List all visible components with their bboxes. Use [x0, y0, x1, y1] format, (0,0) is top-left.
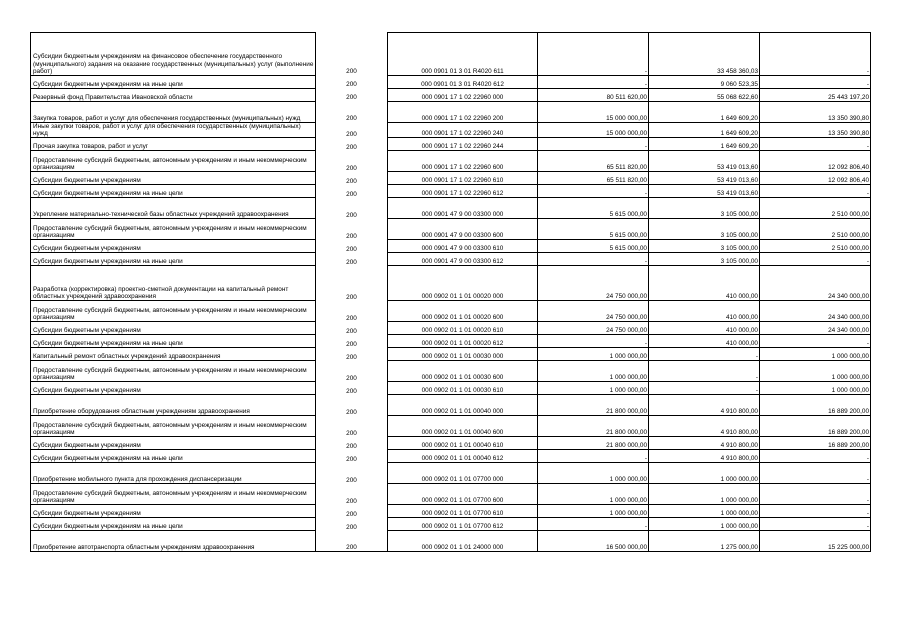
- row-executed-amount: 33 458 360,03: [649, 33, 760, 76]
- row-approved-amount: 5 615 000,00: [538, 240, 649, 253]
- row-description: Приобретение мобильного пункта для прохождения диспансеризации: [31, 463, 316, 484]
- row-budget-code: 000 0901 01 3 01 R4020 612: [388, 76, 538, 89]
- row-executed-amount: 1 000 000,00: [649, 505, 760, 518]
- row-remaining-amount: -: [760, 253, 871, 266]
- row-executed-amount: -: [649, 361, 760, 382]
- row-budget-code: 000 0902 01 1 01 00040 000: [388, 395, 538, 416]
- row-admin-code: 200: [316, 518, 388, 531]
- row-budget-code: 000 0901 17 1 02 22960 610: [388, 172, 538, 185]
- row-executed-amount: 3 105 000,00: [649, 253, 760, 266]
- row-approved-amount: -: [538, 76, 649, 89]
- row-approved-amount: -: [538, 138, 649, 151]
- row-executed-amount: 4 910 800,00: [649, 395, 760, 416]
- row-approved-amount: 5 615 000,00: [538, 219, 649, 240]
- row-remaining-amount: 24 340 000,00: [760, 301, 871, 322]
- row-description: Предоставление субсидий бюджетным, автономным учреждениям и иным некоммерческим организациям: [31, 301, 316, 322]
- row-description: Иные закупки товаров, работ и услуг для обеспечения государственных (муниципальных) нужд: [31, 123, 316, 138]
- row-description: Субсидии бюджетным учреждениям на финансовое обеспечение государственного (муниципального) задания на оказание государственных (муниципальных) услуг (выполнение работ): [31, 33, 316, 76]
- row-description: Субсидии бюджетным учреждениям: [31, 240, 316, 253]
- row-remaining-amount: -: [760, 138, 871, 151]
- row-admin-code: 200: [316, 33, 388, 76]
- table-row: [31, 395, 871, 416]
- table-row: [31, 505, 871, 518]
- row-description: Предоставление субсидий бюджетным, автономным учреждениям и иным некоммерческим организациям: [31, 151, 316, 172]
- row-budget-code: 000 0901 47 9 00 03300 600: [388, 219, 538, 240]
- table-row: [31, 348, 871, 361]
- row-remaining-amount: 12 092 806,40: [760, 172, 871, 185]
- row-remaining-amount: -: [760, 518, 871, 531]
- row-executed-amount: 3 105 000,00: [649, 219, 760, 240]
- budget-table-body: [31, 33, 871, 552]
- table-row: [31, 322, 871, 335]
- row-remaining-amount: 13 350 390,80: [760, 102, 871, 123]
- row-budget-code: 000 0901 17 1 02 22960 612: [388, 185, 538, 198]
- row-approved-amount: -: [538, 335, 649, 348]
- table-row: [31, 89, 871, 102]
- table-row: [31, 76, 871, 89]
- row-executed-amount: 1 649 609,20: [649, 138, 760, 151]
- row-executed-amount: 9 060 523,35: [649, 76, 760, 89]
- row-budget-code: 000 0901 47 9 00 03300 612: [388, 253, 538, 266]
- row-description: Резервный фонд Правительства Ивановской области: [31, 89, 316, 102]
- row-description: Предоставление субсидий бюджетным, автономным учреждениям и иным некоммерческим организациям: [31, 361, 316, 382]
- row-executed-amount: 3 105 000,00: [649, 198, 760, 219]
- row-remaining-amount: -: [760, 33, 871, 76]
- row-description: Предоставление субсидий бюджетным, автономным учреждениям и иным некоммерческим организациям: [31, 484, 316, 505]
- row-remaining-amount: 12 092 806,40: [760, 151, 871, 172]
- row-admin-code: 200: [316, 253, 388, 266]
- row-budget-code: 000 0902 01 1 01 00030 610: [388, 382, 538, 395]
- row-approved-amount: 1 000 000,00: [538, 361, 649, 382]
- row-admin-code: 200: [316, 484, 388, 505]
- row-description: Субсидии бюджетным учреждениям на иные цели: [31, 450, 316, 463]
- table-row: [31, 301, 871, 322]
- row-budget-code: 000 0902 01 1 01 00020 600: [388, 301, 538, 322]
- row-remaining-amount: 25 443 197,20: [760, 89, 871, 102]
- row-description: Субсидии бюджетным учреждениям: [31, 322, 316, 335]
- row-remaining-amount: 15 225 000,00: [760, 531, 871, 552]
- table-row: [31, 416, 871, 437]
- row-approved-amount: 21 800 000,00: [538, 395, 649, 416]
- row-budget-code: 000 0901 17 1 02 22960 200: [388, 102, 538, 123]
- table-row: [31, 240, 871, 253]
- row-remaining-amount: -: [760, 185, 871, 198]
- row-description: Субсидии бюджетным учреждениям: [31, 172, 316, 185]
- row-description: Прочая закупка товаров, работ и услуг: [31, 138, 316, 151]
- table-row: [31, 484, 871, 505]
- row-admin-code: 200: [316, 76, 388, 89]
- row-admin-code: 200: [316, 219, 388, 240]
- row-budget-code: 000 0901 47 9 00 03300 000: [388, 198, 538, 219]
- row-executed-amount: 1 649 609,20: [649, 102, 760, 123]
- row-executed-amount: -: [649, 382, 760, 395]
- row-approved-amount: 1 000 000,00: [538, 505, 649, 518]
- row-remaining-amount: -: [760, 335, 871, 348]
- table-row: [31, 198, 871, 219]
- budget-table: [30, 32, 871, 552]
- row-executed-amount: 55 068 622,60: [649, 89, 760, 102]
- row-executed-amount: 4 910 800,00: [649, 416, 760, 437]
- row-remaining-amount: -: [760, 484, 871, 505]
- row-approved-amount: -: [538, 450, 649, 463]
- row-remaining-amount: 16 889 200,00: [760, 395, 871, 416]
- row-admin-code: 200: [316, 89, 388, 102]
- row-approved-amount: 80 511 620,00: [538, 89, 649, 102]
- row-admin-code: 200: [316, 395, 388, 416]
- row-description: Укрепление материально-технической базы областных учреждений здравоохранения: [31, 198, 316, 219]
- table-row: [31, 361, 871, 382]
- row-approved-amount: 1 000 000,00: [538, 382, 649, 395]
- row-executed-amount: 410 000,00: [649, 301, 760, 322]
- row-approved-amount: 65 511 820,00: [538, 172, 649, 185]
- row-admin-code: 200: [316, 266, 388, 301]
- row-description: Приобретение автотранспорта областным учреждениям здравоохранения: [31, 531, 316, 552]
- row-remaining-amount: -: [760, 463, 871, 484]
- row-remaining-amount: -: [760, 76, 871, 89]
- row-admin-code: 200: [316, 172, 388, 185]
- row-approved-amount: 24 750 000,00: [538, 322, 649, 335]
- row-description: Субсидии бюджетным учреждениям на иные цели: [31, 335, 316, 348]
- row-remaining-amount: -: [760, 450, 871, 463]
- table-row: [31, 531, 871, 552]
- row-admin-code: 200: [316, 437, 388, 450]
- row-budget-code: 000 0902 01 1 01 07700 612: [388, 518, 538, 531]
- row-admin-code: 200: [316, 463, 388, 484]
- row-description: Субсидии бюджетным учреждениям: [31, 437, 316, 450]
- row-approved-amount: 21 800 000,00: [538, 416, 649, 437]
- row-executed-amount: 410 000,00: [649, 335, 760, 348]
- row-description: Капитальный ремонт областных учреждений здравоохранения: [31, 348, 316, 361]
- row-approved-amount: -: [538, 33, 649, 76]
- row-admin-code: 200: [316, 382, 388, 395]
- row-budget-code: 000 0902 01 1 01 00030 000: [388, 348, 538, 361]
- table-row: [31, 172, 871, 185]
- row-budget-code: 000 0902 01 1 01 00030 600: [388, 361, 538, 382]
- row-description: Разработка (корректировка) проектно-сметной документации на капитальный ремонт областных учреждений здравоохранения: [31, 266, 316, 301]
- row-admin-code: 200: [316, 185, 388, 198]
- row-approved-amount: 5 615 000,00: [538, 198, 649, 219]
- row-admin-code: 200: [316, 416, 388, 437]
- table-row: [31, 518, 871, 531]
- row-admin-code: 200: [316, 322, 388, 335]
- row-admin-code: 200: [316, 151, 388, 172]
- row-executed-amount: 1 649 609,20: [649, 123, 760, 138]
- row-approved-amount: 16 500 000,00: [538, 531, 649, 552]
- row-approved-amount: 1 000 000,00: [538, 484, 649, 505]
- row-description: Субсидии бюджетным учреждениям: [31, 382, 316, 395]
- row-admin-code: 200: [316, 450, 388, 463]
- row-remaining-amount: 13 350 390,80: [760, 123, 871, 138]
- row-executed-amount: 410 000,00: [649, 322, 760, 335]
- row-executed-amount: -: [649, 348, 760, 361]
- row-approved-amount: 15 000 000,00: [538, 102, 649, 123]
- row-executed-amount: 4 910 800,00: [649, 450, 760, 463]
- row-executed-amount: 3 105 000,00: [649, 240, 760, 253]
- table-row: [31, 33, 871, 76]
- row-budget-code: 000 0901 17 1 02 22960 240: [388, 123, 538, 138]
- row-remaining-amount: 24 340 000,00: [760, 266, 871, 301]
- row-executed-amount: 53 419 013,60: [649, 151, 760, 172]
- table-row: [31, 437, 871, 450]
- row-budget-code: 000 0902 01 1 01 24000 000: [388, 531, 538, 552]
- row-remaining-amount: 1 000 000,00: [760, 382, 871, 395]
- row-executed-amount: 1 000 000,00: [649, 463, 760, 484]
- row-remaining-amount: 16 889 200,00: [760, 416, 871, 437]
- row-admin-code: 200: [316, 240, 388, 253]
- row-remaining-amount: 16 889 200,00: [760, 437, 871, 450]
- table-row: [31, 219, 871, 240]
- row-budget-code: 000 0902 01 1 01 00040 600: [388, 416, 538, 437]
- row-executed-amount: 1 000 000,00: [649, 518, 760, 531]
- row-executed-amount: 4 910 800,00: [649, 437, 760, 450]
- row-executed-amount: 53 419 013,60: [649, 185, 760, 198]
- row-remaining-amount: 2 510 000,00: [760, 240, 871, 253]
- row-description: Субсидии бюджетным учреждениям: [31, 505, 316, 518]
- row-remaining-amount: 24 340 000,00: [760, 322, 871, 335]
- row-budget-code: 000 0902 01 1 01 00020 612: [388, 335, 538, 348]
- row-description: Предоставление субсидий бюджетным, автономным учреждениям и иным некоммерческим организациям: [31, 416, 316, 437]
- table-row: [31, 102, 871, 123]
- table-row: [31, 185, 871, 198]
- row-budget-code: 000 0901 47 9 00 03300 610: [388, 240, 538, 253]
- table-row: [31, 138, 871, 151]
- row-approved-amount: -: [538, 185, 649, 198]
- row-budget-code: 000 0902 01 1 01 00020 000: [388, 266, 538, 301]
- table-row: [31, 463, 871, 484]
- row-executed-amount: 1 000 000,00: [649, 484, 760, 505]
- row-budget-code: 000 0902 01 1 01 07700 000: [388, 463, 538, 484]
- row-approved-amount: 1 000 000,00: [538, 463, 649, 484]
- row-approved-amount: 24 750 000,00: [538, 266, 649, 301]
- row-budget-code: 000 0901 17 1 02 22960 000: [388, 89, 538, 102]
- row-budget-code: 000 0902 01 1 01 07700 600: [388, 484, 538, 505]
- row-remaining-amount: 2 510 000,00: [760, 219, 871, 240]
- row-budget-code: 000 0902 01 1 01 07700 610: [388, 505, 538, 518]
- row-executed-amount: 410 000,00: [649, 266, 760, 301]
- row-admin-code: 200: [316, 361, 388, 382]
- row-description: Приобретение оборудования областным учреждениям здравоохранения: [31, 395, 316, 416]
- row-budget-code: 000 0902 01 1 01 00040 612: [388, 450, 538, 463]
- table-row: [31, 253, 871, 266]
- table-row: [31, 266, 871, 301]
- row-approved-amount: 24 750 000,00: [538, 301, 649, 322]
- row-approved-amount: -: [538, 518, 649, 531]
- row-admin-code: 200: [316, 335, 388, 348]
- row-description: Субсидии бюджетным учреждениям на иные цели: [31, 76, 316, 89]
- row-admin-code: 200: [316, 531, 388, 552]
- table-row: [31, 123, 871, 138]
- row-remaining-amount: 1 000 000,00: [760, 348, 871, 361]
- row-admin-code: 200: [316, 198, 388, 219]
- row-admin-code: 200: [316, 102, 388, 123]
- row-remaining-amount: 2 510 000,00: [760, 198, 871, 219]
- row-admin-code: 200: [316, 505, 388, 518]
- row-approved-amount: 1 000 000,00: [538, 348, 649, 361]
- row-approved-amount: 15 000 000,00: [538, 123, 649, 138]
- row-budget-code: 000 0901 17 1 02 22960 600: [388, 151, 538, 172]
- row-approved-amount: 65 511 820,00: [538, 151, 649, 172]
- row-description: Предоставление субсидий бюджетным, автономным учреждениям и иным некоммерческим организациям: [31, 219, 316, 240]
- table-row: [31, 382, 871, 395]
- row-executed-amount: 1 275 000,00: [649, 531, 760, 552]
- row-description: Субсидии бюджетным учреждениям на иные цели: [31, 518, 316, 531]
- table-row: [31, 335, 871, 348]
- row-approved-amount: 21 800 000,00: [538, 437, 649, 450]
- row-remaining-amount: 1 000 000,00: [760, 361, 871, 382]
- row-budget-code: 000 0901 17 1 02 22960 244: [388, 138, 538, 151]
- row-admin-code: 200: [316, 301, 388, 322]
- row-description: Закупка товаров, работ и услуг для обеспечения государственных (муниципальных) нужд: [31, 102, 316, 123]
- table-row: [31, 151, 871, 172]
- row-admin-code: 200: [316, 138, 388, 151]
- row-budget-code: 000 0901 01 3 01 R4020 611: [388, 33, 538, 76]
- row-description: Субсидии бюджетным учреждениям на иные цели: [31, 185, 316, 198]
- table-row: [31, 450, 871, 463]
- row-budget-code: 000 0902 01 1 01 00040 610: [388, 437, 538, 450]
- row-executed-amount: 53 419 013,60: [649, 172, 760, 185]
- row-budget-code: 000 0902 01 1 01 00020 610: [388, 322, 538, 335]
- row-approved-amount: -: [538, 253, 649, 266]
- row-description: Субсидии бюджетным учреждениям на иные цели: [31, 253, 316, 266]
- row-admin-code: 200: [316, 348, 388, 361]
- row-remaining-amount: -: [760, 505, 871, 518]
- row-admin-code: 200: [316, 123, 388, 138]
